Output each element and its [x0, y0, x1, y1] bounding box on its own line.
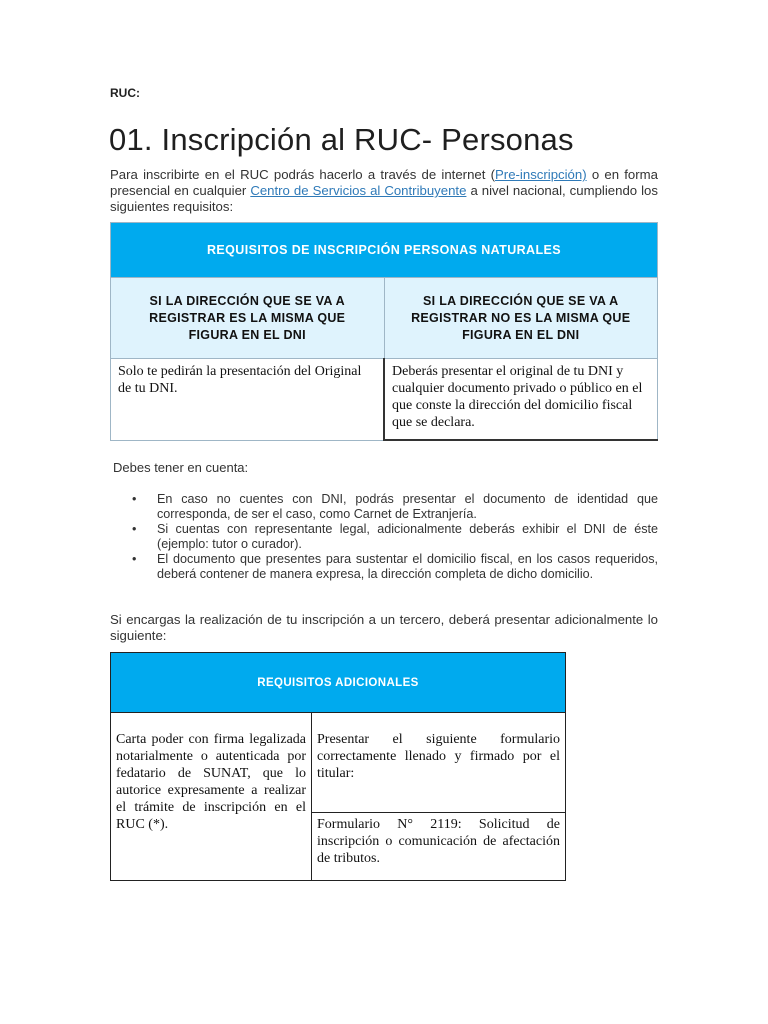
col-same-address-text: Solo te pedirán la presentación del Original de tu DNI.: [111, 359, 385, 441]
intro-paragraph: [110, 167, 658, 215]
bullet-icon: •: [132, 492, 137, 506]
list-item-text: Si cuentas con representante legal, adicionalmente deberás exhibir el DNI de éste (ejemplo: tutor o curador).: [157, 522, 658, 551]
requisitos-adicionales-table: [110, 652, 566, 881]
bullet-icon: •: [132, 552, 137, 566]
formulario-instruction-text: Presentar el siguiente formulario correctamente llenado y firmado por el titular:: [312, 713, 566, 813]
pre-inscripcion-link[interactable]: Pre-inscripción): [495, 167, 587, 182]
carta-poder-text: Carta poder con firma legalizada notarialmente o autenticada por fedatario de SUNAT, que lo autorice expresamente a realizar el trámite de inscripción en el RUC (*).: [111, 713, 312, 881]
list-item-text: En caso no cuentes con DNI, podrás presentar el documento de identidad que corresponda, de ser el caso, como Carnet de Extranjería.: [157, 492, 658, 521]
bullet-icon: •: [132, 522, 137, 536]
col-same-address-heading: SI LA DIRECCIÓN QUE SE VA A REGISTRAR ES LA MISMA QUE FIGURA EN EL DNI: [111, 278, 385, 359]
section-label: RUC:: [110, 86, 140, 100]
centro-servicios-link[interactable]: Centro de Servicios al Contribuyente: [250, 183, 467, 198]
formulario-2119-text: Formulario N° 2119: Solicitud de inscripción o comunicación de afectación de tributos.: [312, 812, 566, 880]
requisitos-adicionales-header: REQUISITOS ADICIONALES: [111, 653, 566, 713]
intro-text-3: a nivel nacional, cumpliendo los siguientes requisitos:: [110, 183, 658, 214]
third-party-paragraph: Si encargas la realización de tu inscripción a un tercero, deberá presentar adicionalmente lo siguiente:: [110, 612, 658, 643]
list-item-text: El documento que presentes para sustentar el domicilio fiscal, en los casos requeridos, deberá contener de manera expresa, la dirección completa de dicho domicilio.: [157, 552, 658, 581]
list-item: [130, 522, 658, 552]
requisitos-table-header: REQUISITOS DE INSCRIPCIÓN PERSONAS NATURALES: [111, 223, 658, 278]
col-different-address-heading: SI LA DIRECCIÓN QUE SE VA A REGISTRAR NO ES LA MISMA QUE FIGURA EN EL DNI: [384, 278, 658, 359]
list-item: [130, 492, 658, 522]
intro-text-1: Para inscribirte en el RUC podrás hacerlo a través de internet (: [110, 167, 496, 182]
notes-list: [130, 492, 658, 582]
list-item: [130, 552, 658, 582]
requisitos-table: [110, 222, 658, 441]
intro-text-2: o en forma presencial en cualquier: [110, 167, 658, 198]
note-heading: Debes tener en cuenta:: [113, 460, 249, 475]
page-title: 01. Inscripción al RUC- Personas: [109, 122, 574, 157]
col-different-address-text: Deberás presentar el original de tu DNI y cualquier documento privado o público en el que conste la dirección del domicilio fiscal que se declara.: [384, 359, 658, 441]
